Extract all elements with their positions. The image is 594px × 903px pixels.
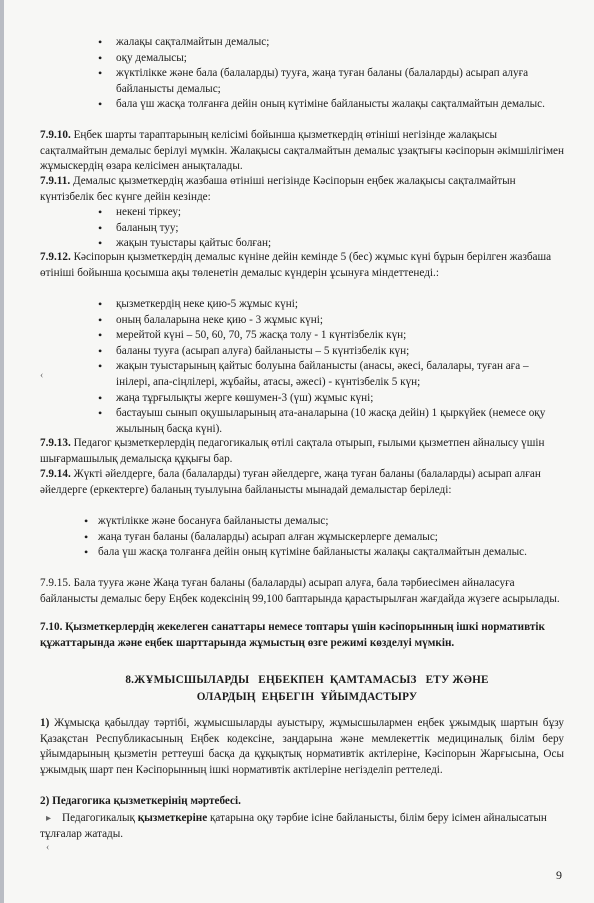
clause-number: 7.9.11. [40, 175, 71, 187]
item-text: Жұмысқа қабылдау тәртібі, жұмысшыларды ауыстыру, жұмысшылармен еңбек ұжымдық шартын бұзу Қазақстан Республикасының Еңбек кодексіне, заңдарына және мемлекеттік медициналық білім беру ұйымдарының қызметін реттеуші басқа да құқықтық нормативтік актілеріне, Кәсіпорын Жарғысына, Осы ұжымдық шарт пен Кәсіпорынның ішкі нормативтік актілеріне негізделіп реттеледі. [40, 717, 564, 776]
text-part-bold: қызметкеріне [137, 812, 208, 824]
list-item: • баланы тууға (асырап алуға) байланысты – 5 күнтізбелік күн; [96, 344, 564, 360]
clause-text: Демалыс қызметкердің жазбаша өтініші негізінде Кәсіпорын еңбек жалақысы сақталмайтын күнтізбелік бес күнге дейін кезінде: [40, 175, 516, 203]
clause-number: 7.10. [40, 621, 63, 633]
text-part: қатарына оқу тәрбие ісіне байланысты, білім беру ісімен айналысатын тұлғалар жатады. [40, 812, 547, 840]
heading-line: ОЛАРДЫҢ ЕҢБЕГІН ҰЙЫМДАСТЫРУ [196, 691, 418, 703]
paragraph-2 [40, 811, 564, 842]
page-number: 9 [556, 868, 562, 882]
list-item: • жаңа туған баланы (балаларды) асырап алған жұмыскерлерге демалыс; [82, 530, 564, 546]
list-item: • баланың туу; [96, 221, 564, 237]
paragraph-7-9-12 [40, 250, 564, 281]
paragraph-7-9-15: 7.9.15. Бала тууға және Жаңа туған баланы (балаларды) асырап алуға, бала тәрбиесімен айналасуға байланысты демалыс беру Еңбек кодексінің 99,100 баптарында қарастырылған жағдайда жүзеге асырылады. [40, 577, 560, 605]
scan-mark: ‹ [40, 370, 44, 381]
list-item: • бастауыш сынып оқушыларының ата-аналарына (10 жасқа дейін) 1 қыркүйек (немесе оқу жылының басқа күні). [96, 406, 564, 437]
heading-line: 8.ЖҰМЫСШЫЛАРДЫ ЕҢБЕКПЕН ҚАМТАМАСЫЗ ЕТУ ЖӘНЕ [125, 674, 489, 686]
clause-text: Қызметкерлердің жекелеген санаттары немесе топтары үшін кәсіпорынның ішкі нормативтік құжаттарында және еңбек шарттарында жұмыстың өзге режимі көзделуі мүмкін. [40, 621, 545, 649]
list-item: • жақын туыстары қайтыс болған; [96, 236, 564, 252]
clause-text: Педагог қызметкерлердің педагогикалық өтілі сақтала отырып, ғылыми қызметпен айналысу үшін шығармашылық демалысқа құқығы бар. [40, 437, 545, 465]
list-item: • бала үш жасқа толғанға дейін оның күтіміне байланысты жалақы сақталмайтын демалыс. [82, 545, 564, 561]
clause-number: 7.9.10. [40, 129, 71, 141]
scan-edge [0, 0, 4, 903]
list-item: • жаңа тұрғылықты жерге көшумен-3 (үш) жұмыс күні; [96, 391, 564, 407]
list-item: • қызметкердің неке қию-5 жұмыс күні; [96, 297, 564, 313]
clause-text: Кәсіпорын қызметкердің демалыс күніне дейін кемінде 5 (бес) жұмыс күні бұрын берілген жазбаша өтініші бойынша қосымша ақы төленетін демалыс күндерін ұсынуға міндеттенеді.: [40, 251, 552, 279]
text-part: Педагогикалық [62, 812, 138, 824]
list-7-9-14 [82, 514, 564, 561]
paragraph-2-heading: 2) Педагогика қызметкерінің мәртебесі. [40, 795, 241, 807]
scan-mark: ▸ [46, 813, 52, 824]
list-7-9-11 [96, 205, 564, 252]
list-7-9-12 [96, 297, 564, 437]
paragraph-7-9-13 [40, 436, 564, 467]
paragraph-7-9-14 [40, 467, 564, 498]
clause-text: Жүкті әйелдерге, бала (балаларды) туған әйелдерге, жаңа туған баланы (балаларды) асырап алған әйелдерге (еркектерге) баланың туылуына байланысты мынадай демалыстар беріледі: [40, 468, 541, 496]
list-item: • жалақы сақталмайтын демалыс; [96, 35, 564, 51]
list-item: • мерейтой күні – 50, 60, 70, 75 жасқа толу - 1 күнтізбелік күн; [96, 328, 564, 344]
paragraph-7-9-11 [40, 174, 564, 205]
clause-text: Еңбек шарты тараптарының келісімі бойынша қызметкердің өтініші негізінде жалақысы сақталмайтын демалыс берілуі мүмкін. Жалақысы сақталмайтын демалыс ұзақтығы кәсіпорын әкімшілігімен жұмыскердің өзара келісімен анықталады. [40, 129, 564, 173]
list-item: • бала үш жасқа толғанға дейін оның күтіміне байланысты жалақы сақталмайтын демалыс. [96, 97, 564, 113]
leave-types-list [96, 35, 564, 113]
section-8-heading [60, 672, 554, 706]
paragraph-7-9-10 [40, 128, 564, 175]
clause-number: 7.9.13. [40, 437, 71, 449]
paragraph-1 [40, 716, 564, 778]
list-item: • оның балаларына неке қию - 3 жұмыс күні; [96, 313, 564, 329]
scan-mark: ‹ [46, 842, 50, 853]
list-item: • жүктілікке және босануға байланысты демалыс; [82, 514, 564, 530]
clause-number: 7.9.12. [40, 251, 71, 263]
list-item: • оқу демалысы; [96, 51, 564, 67]
list-item: • жақын туыстарының қайтыс болуына байланысты (анасы, әкесі, балалары, туған аға – інілері, апа-сіңлілері, жұбайы, атасы, әжесі) - күнтізбелік 5 күн; [96, 359, 564, 390]
clause-number: 7.9.14. [40, 468, 71, 480]
paragraph-7-10 [40, 620, 564, 651]
list-item: • жүктілікке және бала (балаларды) тууға, жаңа туған баланы (балаларды) асырап алуға байланысты демалыс; [96, 66, 564, 97]
item-number: 1) [40, 717, 50, 729]
list-item: • некені тіркеу; [96, 205, 564, 221]
